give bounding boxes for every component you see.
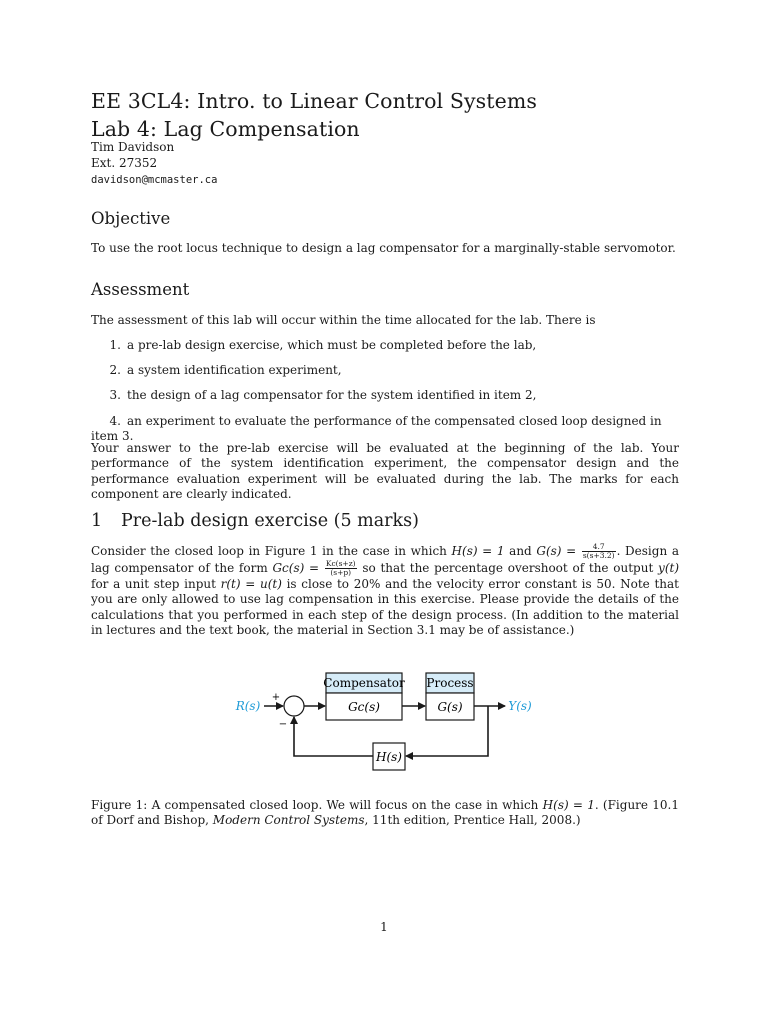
assessment-closing: Your answer to the pre-lab exercise will be evaluated at the beginning of the lab. Your performance of the system identification experiment, the compensator design and the performance evaluation experiment will be evaluated during the lab. The marks for each component are clearly indicated. [91,441,679,502]
list-item-text: a system identification experiment, [127,363,342,377]
section-title: Pre-lab design exercise (5 marks) [121,511,419,531]
block-diagram [0,660,768,775]
input-label: R(s) [235,699,261,713]
author-email: davidson@mcmaster.ca [91,174,218,186]
author-extension: Ext. 27352 [91,156,158,170]
output-label: Y(s) [508,699,532,713]
plus-sign: + [271,692,281,703]
process-title: Process [426,676,474,690]
course-title: EE 3CL4: Intro. to Linear Control Systems [91,89,538,113]
figure-caption: Figure 1: A compensated closed loop. We will focus on the case in which H(s) = 1. (Figure 10.1 of Dorf and Bishop, Modern Control Systems, 11th edition, Prentice Hall, 2008.) [91,798,679,828]
list-item [91,414,679,444]
minus-sign: − [278,719,288,730]
list-item-text: the design of a lag compensator for the system identified in item 2, [127,388,537,402]
list-item-text: a pre-lab design exercise, which must be completed before the lab, [127,338,537,352]
list-item [91,363,679,378]
objective-text: To use the root locus technique to design a lag compensator for a marginally-stable servomotor. [91,241,676,255]
list-item-text: an experiment to evaluate the performance of the compensated closed loop designed in item 3. [91,414,662,443]
list-item-number: 3. [109,388,121,402]
compensator-block-label: Gc(s) [348,700,380,714]
assessment-heading: Assessment [91,280,190,299]
page-number: 1 [380,920,388,934]
compensator-title: Compensator [323,676,405,690]
section-1-paragraph: Consider the closed loop in Figure 1 in the case in which H(s) = 1 and G(s) = $\frac{4.7}{s(s+3.2)}$ . Design a lag compensator of the form Gc(s) = $\frac{Kc(s+z)}{(s+p)}$ so that the percentage overshoot of the output y(t) for a unit step input r(t) = u(t) is close to 20% and the velocity error constant is 50. Note that you are only allowed to use lag compensation in this exercise. Please provide the details of the calculations that you performed in each step of the design process. (In addition to the material in lectures and the text book, the material in Section 3.1 may be of assistance.) [91,542,680,638]
process-block-label: G(s) [437,700,463,714]
gc-fraction: $\frac{Kc(s+z)}{(s+p)}$ [325,559,356,577]
assessment-intro: The assessment of this lab will occur within the time allocated for the lab. There is [91,313,596,327]
objective-heading: Objective [91,209,171,228]
section-number: 1 [91,511,103,531]
list-item-number: 4. [109,414,121,428]
summing-junction [284,696,304,716]
g-fraction: $\frac{4.7}{s(s+3.2)}$ [582,542,615,560]
feedback-path-out [294,717,373,756]
feedback-block-label: H(s) [376,750,402,764]
lab-title: Lab 4: Lag Compensation [91,117,360,141]
section-1-heading [91,510,419,532]
author-name: Tim Davidson [91,140,175,154]
list-item-number: 1. [109,338,121,352]
list-item [91,388,679,403]
list-item [91,338,679,353]
list-item-number: 2. [109,363,121,377]
